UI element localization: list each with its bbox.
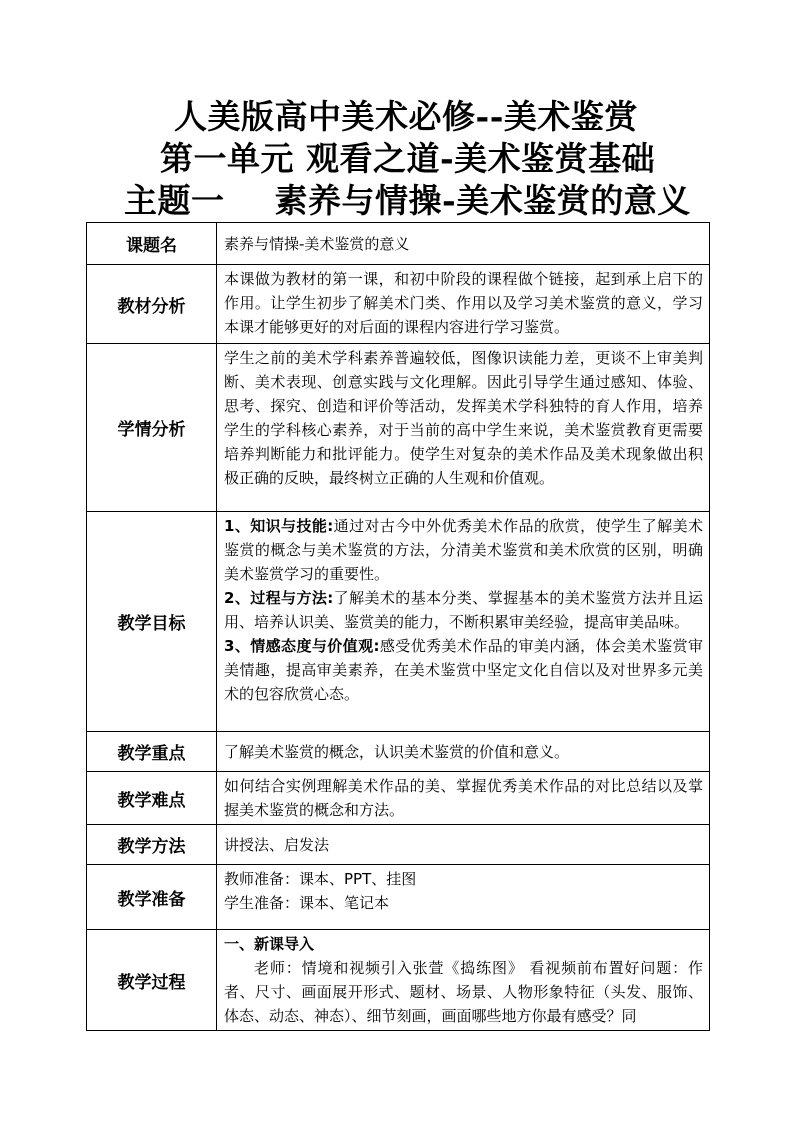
- title-unit: 第一单元 观看之道-美术鉴赏基础: [160, 139, 656, 178]
- row-difficulties: [87, 772, 710, 825]
- label-methods: 教学方法: [87, 825, 217, 865]
- label-difficulties: 教学难点: [87, 772, 217, 825]
- objective-item: [224, 586, 703, 634]
- objective-item: [224, 514, 703, 586]
- value-preparation: [217, 865, 710, 930]
- label-key-points: 教学重点: [87, 732, 217, 772]
- label-student-analysis: 学情分析: [87, 344, 217, 512]
- label-topic: 课题名: [87, 223, 217, 265]
- label-preparation: 教学准备: [87, 865, 217, 930]
- objective-text: 了解美术的基本分类、掌握基本的美术鉴赏方法并且运用、培养认识美、鉴赏美的能力，不断积累审美经验，提高审美品味。: [224, 589, 703, 631]
- title-theme-number: 主题一: [124, 181, 225, 220]
- lesson-plan-table: [86, 222, 710, 1031]
- row-preparation: [87, 865, 710, 930]
- objective-text: 感受优秀美术作品的审美内涵，体会美术鉴赏审美情趣，提高审美素养，在美术鉴赏中坚定文化自信以及对世界多元美术的包容欣赏心态。: [224, 637, 703, 703]
- value-student-analysis: 学生之前的美术学科素养普遍较低，图像识读能力差，更谈不上审美判断、美术表现、创意实践与文化理解。因此引导学生通过感知、体验、思考、探究、创造和评价等活动，发挥美术学科独特的育人作用，培养学生的学科核心素养，对于当前的高中学生来说，美术鉴赏教育更需要培养判断能力和批评能力。使学生对复杂的美术作品及美术现象做出积极正确的反映，最终树立正确的人生观和价值观。: [217, 344, 710, 512]
- objective-text: 通过对古今中外优秀美术作品的欣赏，使学生了解美术鉴赏的概念与美术鉴赏的方法，分清美术鉴赏和美术欣赏的区别，明确美术鉴赏学习的重要性。: [224, 517, 703, 583]
- value-process: [217, 930, 710, 1031]
- objective-heading: 1、知识与技能:: [224, 517, 334, 535]
- process-text: 老师：情境和视频引入张萱《捣练图》 看视频前布置好问题：作者、尺寸、画面展开形式、题材、场景、人物形象特征（头发、服饰、体态、动态、神态）、细节刻画，画面哪些地方你最有感受？同: [224, 959, 703, 1025]
- value-difficulties: 如何结合实例理解美术作品的美、掌握优秀美术作品的对比总结以及掌握美术鉴赏的概念和方法。: [217, 772, 710, 825]
- title-textbook: 人美版高中美术必修--美术鉴赏: [174, 97, 638, 136]
- title-theme: [0, 180, 794, 222]
- row-material-analysis: [87, 265, 710, 344]
- row-student-analysis: [87, 344, 710, 512]
- value-topic: 素养与情操-美术鉴赏的意义: [217, 223, 710, 265]
- student-preparation: 学生准备：课本、笔记本: [224, 894, 390, 912]
- value-key-points: 了解美术鉴赏的概念，认识美术鉴赏的价值和意义。: [217, 732, 710, 772]
- teacher-preparation: 教师准备：课本、PPT、挂图: [224, 870, 417, 888]
- objective-item: [224, 634, 703, 706]
- row-methods: [87, 825, 710, 865]
- label-material-analysis: 教材分析: [87, 265, 217, 344]
- value-methods: 讲授法、启发法: [217, 825, 710, 865]
- row-process: [87, 930, 710, 1031]
- title-theme-name: 素养与情操-美术鉴赏的意义: [274, 181, 691, 220]
- row-key-points: [87, 732, 710, 772]
- value-material-analysis: 本课做为教材的第一课，和初中阶段的课程做个链接，起到承上启下的作用。让学生初步了解美术门类、作用以及学习美术鉴赏的意义，学习本课才能够更好的对后面的课程内容进行学习鉴赏。: [217, 265, 710, 344]
- objective-heading: 2、过程与方法:: [224, 589, 334, 607]
- label-process: 教学过程: [87, 930, 217, 1031]
- row-objectives: [87, 512, 710, 732]
- value-objectives: [217, 512, 710, 732]
- label-objectives: 教学目标: [87, 512, 217, 732]
- objective-heading: 3、情感态度与价值观:: [224, 637, 380, 655]
- process-section-heading: 一、新课导入: [224, 935, 315, 953]
- row-topic: [87, 223, 710, 265]
- document-title-block: [0, 96, 794, 222]
